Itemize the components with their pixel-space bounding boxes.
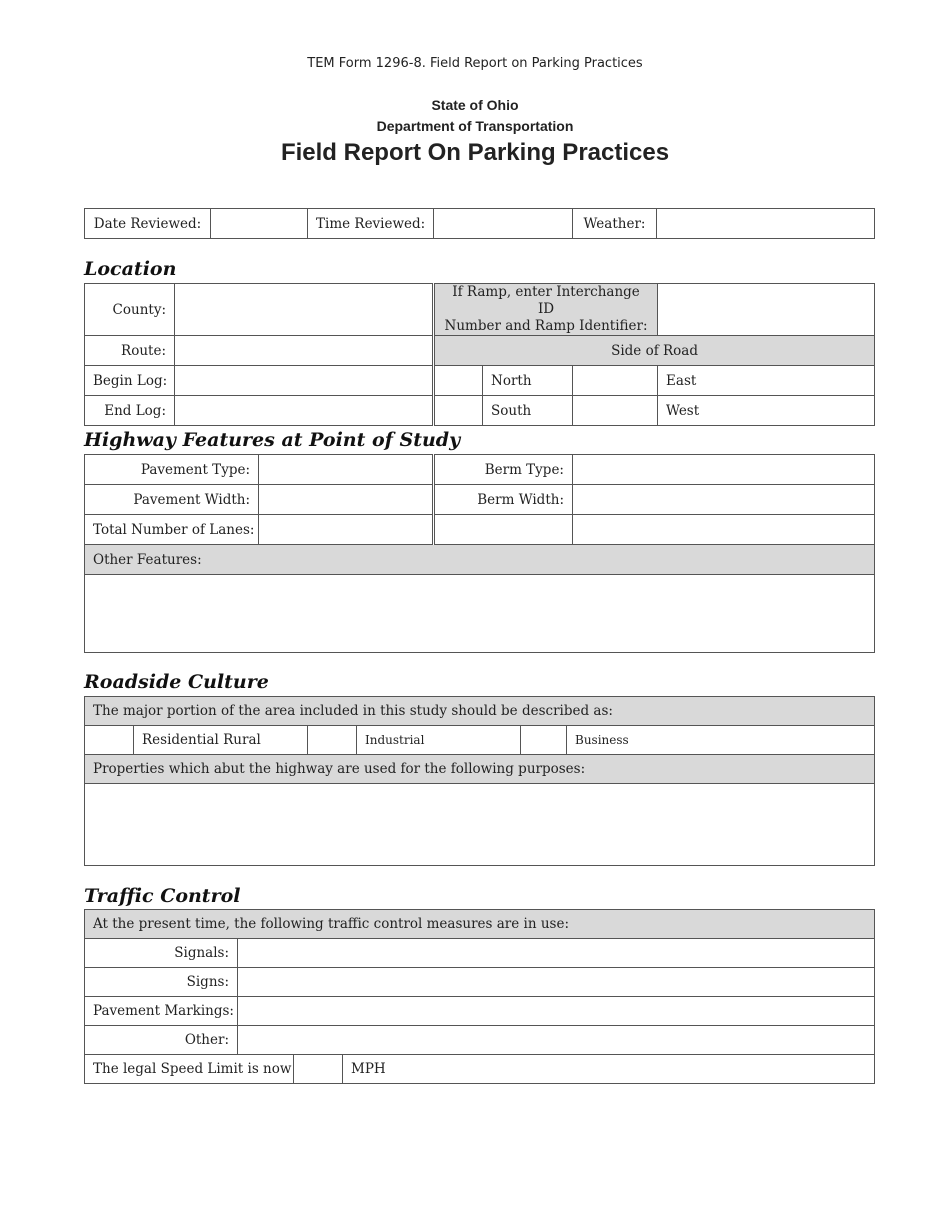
- pavement-type-label: Pavement Type:: [85, 455, 259, 485]
- traffic-control-prompt: At the present time, the following traffic control measures are in use:: [85, 910, 875, 939]
- properties-purpose-field[interactable]: [85, 784, 875, 866]
- signals-label: Signals:: [85, 939, 238, 968]
- berm-width-field[interactable]: [573, 485, 875, 515]
- end-log-field[interactable]: [175, 396, 434, 426]
- extra-label-cell: [434, 515, 573, 545]
- ramp-label-line-1: If Ramp, enter Interchange ID: [452, 284, 640, 317]
- begin-log-field[interactable]: [175, 366, 434, 396]
- pavement-markings-field[interactable]: [238, 997, 875, 1026]
- east-checkbox[interactable]: [573, 366, 658, 396]
- roadside-culture-table: [84, 696, 875, 866]
- roadside-section-title: Roadside Culture: [84, 671, 269, 693]
- residential-rural-label: Residential Rural: [134, 726, 308, 755]
- signs-field[interactable]: [238, 968, 875, 997]
- north-checkbox[interactable]: [434, 366, 483, 396]
- side-of-road-header: Side of Road: [434, 336, 875, 366]
- location-table: [84, 283, 875, 426]
- area-description-prompt: The major portion of the area included in this study should be described as:: [85, 697, 875, 726]
- ramp-identifier-field[interactable]: [658, 284, 875, 336]
- ramp-label-line-2: Number and Ramp Identifier:: [444, 318, 648, 334]
- south-checkbox[interactable]: [434, 396, 483, 426]
- location-section-title: Location: [84, 258, 177, 280]
- west-checkbox[interactable]: [573, 396, 658, 426]
- business-checkbox[interactable]: [521, 726, 567, 755]
- ramp-identifier-label: [434, 284, 658, 336]
- other-features-field[interactable]: [85, 575, 875, 653]
- weather-label: Weather:: [573, 209, 657, 239]
- speed-limit-field[interactable]: [294, 1055, 343, 1084]
- county-label: County:: [85, 284, 175, 336]
- speed-limit-label: The legal Speed Limit is now: [85, 1055, 294, 1084]
- south-label: South: [483, 396, 573, 426]
- weather-field[interactable]: [657, 209, 875, 239]
- other-control-label: Other:: [85, 1026, 238, 1055]
- signs-label: Signs:: [85, 968, 238, 997]
- pavement-width-field[interactable]: [259, 485, 434, 515]
- other-features-label: Other Features:: [85, 545, 875, 575]
- pavement-width-label: Pavement Width:: [85, 485, 259, 515]
- route-label: Route:: [85, 336, 175, 366]
- end-log-label: End Log:: [85, 396, 175, 426]
- industrial-label: Industrial: [357, 726, 521, 755]
- pavement-markings-label: Pavement Markings:: [85, 997, 238, 1026]
- business-label: Business: [567, 726, 875, 755]
- time-reviewed-field[interactable]: [434, 209, 573, 239]
- route-field[interactable]: [175, 336, 434, 366]
- industrial-checkbox[interactable]: [308, 726, 357, 755]
- highway-features-table: [84, 454, 875, 653]
- berm-type-label: Berm Type:: [434, 455, 573, 485]
- department-heading: Department of Transportation: [376, 118, 574, 134]
- berm-type-field[interactable]: [573, 455, 875, 485]
- state-heading: State of Ohio: [431, 97, 519, 113]
- county-field[interactable]: [175, 284, 434, 336]
- lanes-label: Total Number of Lanes:: [85, 515, 259, 545]
- west-label: West: [658, 396, 875, 426]
- pavement-type-field[interactable]: [259, 455, 434, 485]
- review-info-table: [84, 208, 875, 239]
- residential-rural-checkbox[interactable]: [85, 726, 134, 755]
- time-reviewed-label: Time Reviewed:: [308, 209, 434, 239]
- lanes-field[interactable]: [259, 515, 434, 545]
- begin-log-label: Begin Log:: [85, 366, 175, 396]
- east-label: East: [658, 366, 875, 396]
- traffic-control-table: [84, 909, 875, 1084]
- date-reviewed-field[interactable]: [211, 209, 308, 239]
- date-reviewed-label: Date Reviewed:: [85, 209, 211, 239]
- berm-width-label: Berm Width:: [434, 485, 573, 515]
- properties-purpose-prompt: Properties which abut the highway are used for the following purposes:: [85, 755, 875, 784]
- page-title: Field Report On Parking Practices: [280, 139, 670, 166]
- mph-label: MPH: [343, 1055, 875, 1084]
- extra-field-cell[interactable]: [573, 515, 875, 545]
- traffic-section-title: Traffic Control: [84, 885, 241, 907]
- highway-section-title: Highway Features at Point of Study: [84, 429, 461, 451]
- north-label: North: [483, 366, 573, 396]
- form-id: TEM Form 1296-8. Field Report on Parking Practices: [307, 56, 643, 71]
- other-control-field[interactable]: [238, 1026, 875, 1055]
- signals-field[interactable]: [238, 939, 875, 968]
